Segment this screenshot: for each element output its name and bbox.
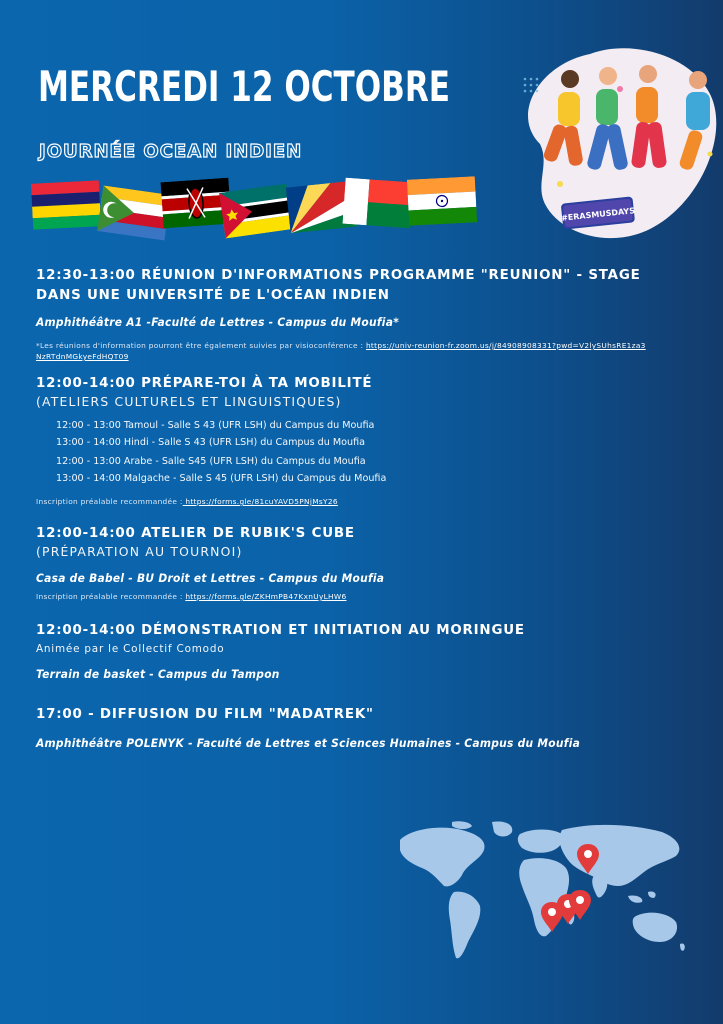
event-heading: 17:00 - DIFFUSION DU FILM "MADATREK" <box>36 707 374 722</box>
event-venue: Casa de Babel - BU Droit et Lettres - Campus du Moufia <box>36 571 385 585</box>
page-subtitle: JOURNÉE OCEAN INDIEN <box>39 141 303 162</box>
erasmusdays-badge: #ERASMUSDAYS <box>560 206 636 223</box>
event-film-madatrek <box>36 705 656 751</box>
event-prepare-mobilite <box>36 374 656 507</box>
event-subheading: (ATELIERS CULTURELS ET LINGUISTIQUES) <box>36 394 342 409</box>
event-venue: Terrain de basket - Campus du Tampon <box>36 667 280 681</box>
event-heading-continued: DANS UNE UNIVERSITÉ DE L'OCÉAN INDIEN <box>36 288 390 303</box>
event-subheading: Animée par le Collectif Comodo <box>36 643 225 655</box>
registration-note-text: Inscription préalable recommandée : <box>36 497 183 506</box>
event-subheading: (PRÉPARATION AU TOURNOI) <box>36 544 243 559</box>
registration-link[interactable]: https://forms.gle/81cuYAVD5PNjMsY26 <box>182 497 338 506</box>
event-heading: 12:00-14:00 PRÉPARE-TOI À TA MOBILITÉ <box>36 376 373 391</box>
schedule-item: 12:00 - 13:00 Arabe - Salle S45 (UFR LSH) du Campus du Moufia <box>56 456 366 467</box>
schedule-item: 13:00 - 14:00 Malgache - Salle S 45 (UFR LSH) du Campus du Moufia <box>56 472 387 484</box>
comoros-flag <box>97 185 171 240</box>
event-moringue <box>36 621 656 682</box>
zoom-link[interactable]: https://univ-reunion-fr.zoom.us/j/84908908331?pwd=V2lySUhsRE1za3NzRTdnMGkyeFdHQT09 <box>36 341 646 361</box>
madagascar-flag <box>342 178 413 229</box>
event-heading: 12:00-14:00 DÉMONSTRATION ET INITIATION AU MORINGUE <box>36 623 525 638</box>
event-heading: 12:30-13:00 RÉUNION D'INFORMATIONS PROGRAMME "REUNION" - STAGE <box>36 268 641 283</box>
registration-note <box>36 591 656 602</box>
india-flag <box>407 176 477 225</box>
visio-note-text: *Les réunions d'information pourront être également suivies par visioconférence : <box>36 341 366 350</box>
registration-link[interactable]: https://forms.gle/ZKHmPB47KxnUyLHW6 <box>185 592 347 601</box>
schedule-item: 12:00 - 13:00 Tamoul - Salle S 43 (UFR LSH) du Campus du Moufia <box>56 420 375 431</box>
event-venue: Amphithéâtre A1 -Faculté de Lettres - Campus du Moufia* <box>36 315 400 329</box>
workshop-schedule <box>56 418 656 487</box>
event-reunion-information <box>36 266 656 362</box>
page-title: MERCREDI 12 OCTOBRE <box>38 62 451 111</box>
erasmus-days-illustration <box>500 34 723 244</box>
registration-note <box>36 496 656 507</box>
visio-note <box>36 340 651 362</box>
event-venue: Amphithéâtre POLENYK - Faculté de Lettres et Sciences Humaines - Campus du Moufia <box>36 736 581 750</box>
event-heading: 12:00-14:00 ATELIER DE RUBIK'S CUBE <box>36 526 355 541</box>
world-map <box>392 820 692 970</box>
registration-note-text: Inscription préalable recommandée : <box>36 592 186 601</box>
mozambique-flag <box>219 183 293 238</box>
event-rubiks-cube <box>36 524 656 602</box>
flags-row <box>30 172 490 242</box>
schedule-item: 13:00 - 14:00 Hindi - Salle S 43 (UFR LSH) du Campus du Moufia <box>56 436 366 448</box>
mauritius-flag <box>31 180 101 229</box>
